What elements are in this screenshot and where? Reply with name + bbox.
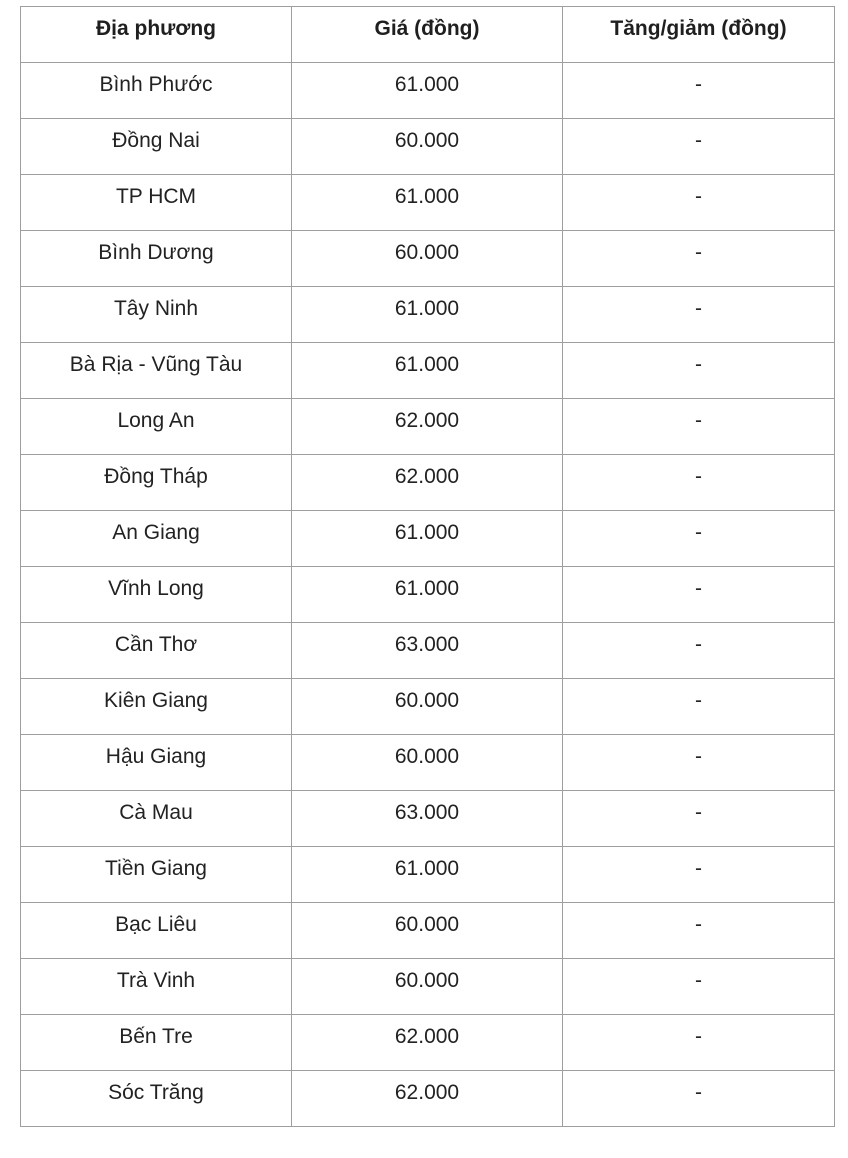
table-row	[21, 455, 835, 511]
cell-change: -	[563, 63, 835, 119]
cell-change: -	[563, 1015, 835, 1071]
cell-change: -	[563, 119, 835, 175]
cell-price: 60.000	[292, 119, 563, 175]
table-row	[21, 567, 835, 623]
cell-price: 62.000	[292, 1015, 563, 1071]
table-row	[21, 847, 835, 903]
cell-locality: Tiền Giang	[21, 847, 292, 903]
cell-locality: Vĩnh Long	[21, 567, 292, 623]
cell-change: -	[563, 1071, 835, 1127]
table-row	[21, 959, 835, 1015]
cell-locality: Tây Ninh	[21, 287, 292, 343]
cell-locality: Bà Rịa - Vũng Tàu	[21, 343, 292, 399]
cell-change: -	[563, 679, 835, 735]
table-row	[21, 343, 835, 399]
cell-locality: Kiên Giang	[21, 679, 292, 735]
table-row	[21, 511, 835, 567]
table-row	[21, 399, 835, 455]
table-row	[21, 735, 835, 791]
cell-locality: Cà Mau	[21, 791, 292, 847]
header-change: Tăng/giảm (đồng)	[563, 7, 835, 63]
cell-locality: An Giang	[21, 511, 292, 567]
header-row	[21, 7, 835, 63]
cell-price: 60.000	[292, 231, 563, 287]
cell-change: -	[563, 959, 835, 1015]
cell-locality: Trà Vinh	[21, 959, 292, 1015]
header-price: Giá (đồng)	[292, 7, 563, 63]
cell-price: 61.000	[292, 343, 563, 399]
table-row	[21, 231, 835, 287]
table-body	[21, 63, 835, 1127]
cell-change: -	[563, 623, 835, 679]
cell-change: -	[563, 735, 835, 791]
cell-locality: Long An	[21, 399, 292, 455]
cell-price: 60.000	[292, 679, 563, 735]
cell-change: -	[563, 343, 835, 399]
table-row	[21, 623, 835, 679]
cell-locality: Sóc Trăng	[21, 1071, 292, 1127]
cell-change: -	[563, 175, 835, 231]
cell-locality: Bến Tre	[21, 1015, 292, 1071]
cell-price: 60.000	[292, 959, 563, 1015]
cell-change: -	[563, 903, 835, 959]
table-row	[21, 791, 835, 847]
cell-locality: Hậu Giang	[21, 735, 292, 791]
cell-locality: Bình Phước	[21, 63, 292, 119]
cell-price: 61.000	[292, 511, 563, 567]
header-locality: Địa phương	[21, 7, 292, 63]
cell-change: -	[563, 847, 835, 903]
cell-change: -	[563, 231, 835, 287]
table-row	[21, 903, 835, 959]
cell-price: 63.000	[292, 791, 563, 847]
cell-change: -	[563, 567, 835, 623]
cell-price: 63.000	[292, 623, 563, 679]
cell-price: 62.000	[292, 1071, 563, 1127]
table-header	[21, 7, 835, 63]
cell-locality: Bình Dương	[21, 231, 292, 287]
table-row	[21, 119, 835, 175]
cell-price: 61.000	[292, 63, 563, 119]
price-table	[20, 6, 835, 1127]
cell-change: -	[563, 287, 835, 343]
cell-price: 62.000	[292, 455, 563, 511]
cell-price: 61.000	[292, 567, 563, 623]
table-row	[21, 175, 835, 231]
cell-price: 61.000	[292, 287, 563, 343]
cell-price: 61.000	[292, 175, 563, 231]
cell-price: 60.000	[292, 903, 563, 959]
cell-change: -	[563, 455, 835, 511]
cell-locality: Đồng Nai	[21, 119, 292, 175]
cell-locality: TP HCM	[21, 175, 292, 231]
table-row	[21, 1015, 835, 1071]
table-row	[21, 63, 835, 119]
cell-price: 60.000	[292, 735, 563, 791]
cell-change: -	[563, 511, 835, 567]
cell-locality: Bạc Liêu	[21, 903, 292, 959]
cell-price: 61.000	[292, 847, 563, 903]
table-row	[21, 287, 835, 343]
cell-locality: Đồng Tháp	[21, 455, 292, 511]
table-row	[21, 1071, 835, 1127]
cell-change: -	[563, 399, 835, 455]
table-row	[21, 679, 835, 735]
cell-locality: Cần Thơ	[21, 623, 292, 679]
cell-change: -	[563, 791, 835, 847]
cell-price: 62.000	[292, 399, 563, 455]
